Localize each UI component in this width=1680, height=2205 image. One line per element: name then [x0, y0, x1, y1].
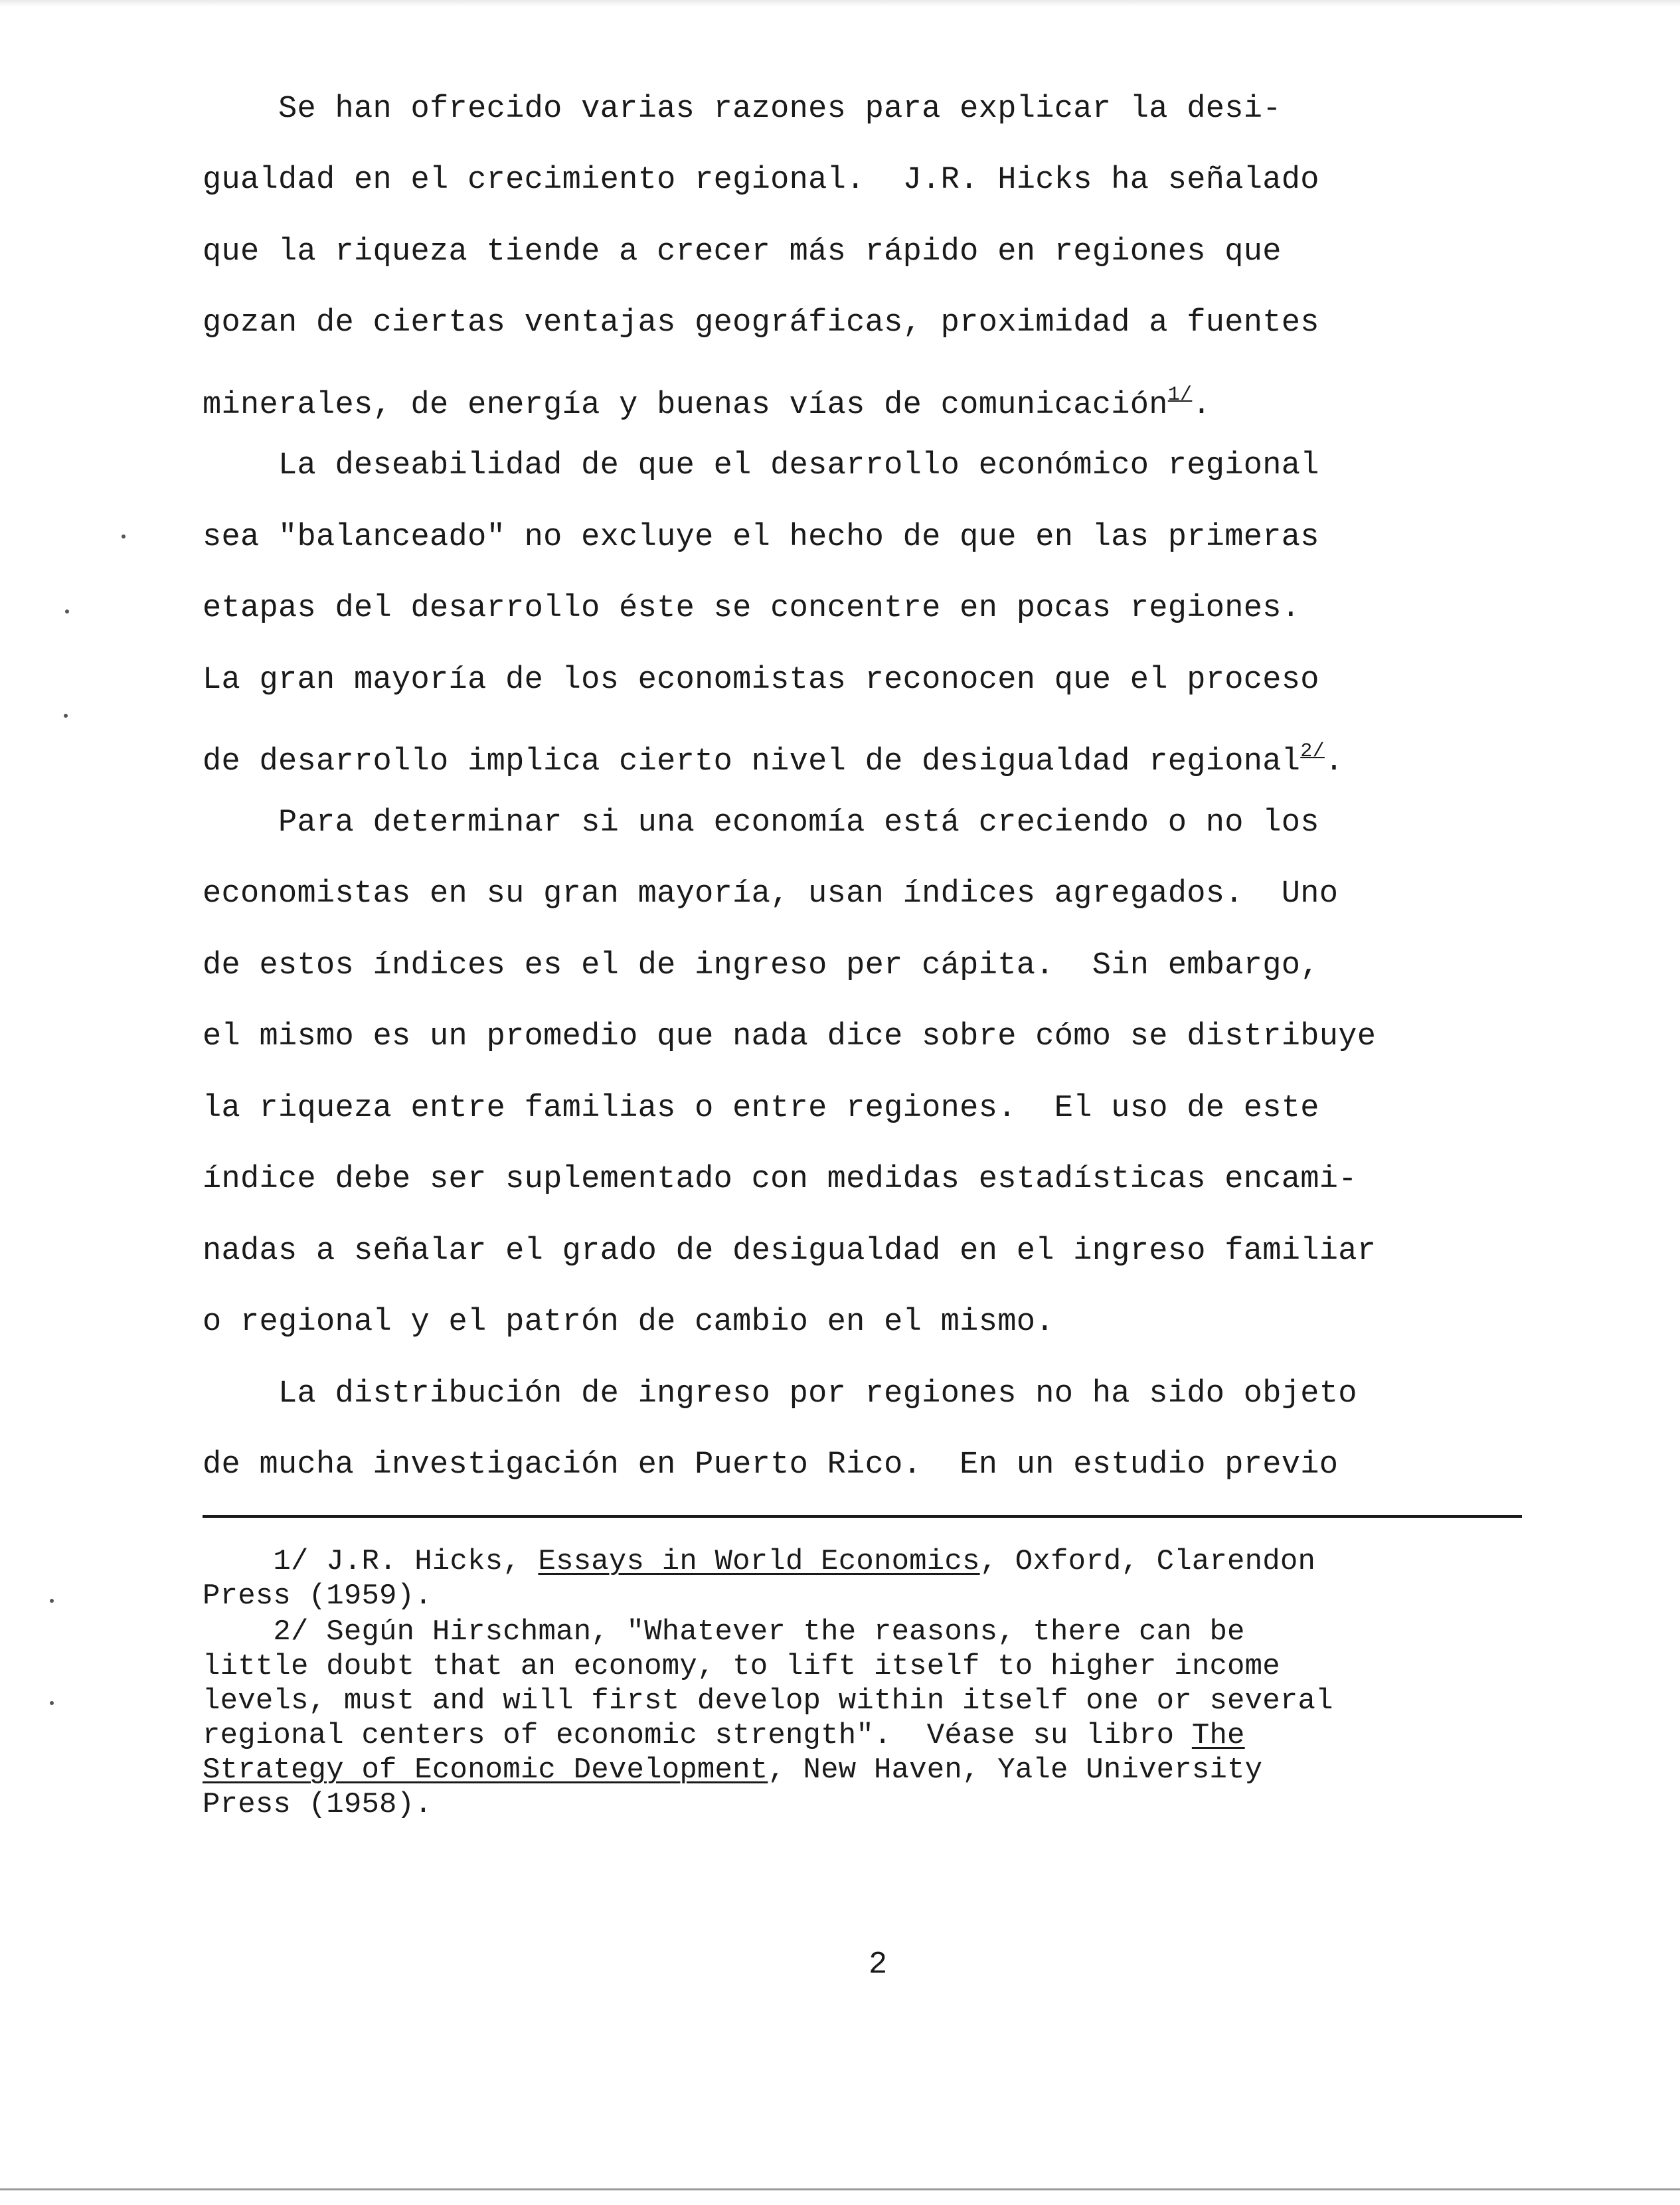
footnote-book-title: Essays in World Economics: [538, 1545, 980, 1578]
body-line: economistas en su gran mayoría, usan índices agregados. Uno: [203, 876, 1339, 912]
body-line: etapas del desarrollo éste se concentre en pocas regiones.: [203, 591, 1301, 626]
body-line: [203, 375, 1211, 426]
footnote-reference-2: 2/: [1300, 740, 1325, 763]
body-line: índice debe ser suplementado con medidas estadísticas encami-: [203, 1162, 1357, 1197]
body-text: .: [1192, 388, 1211, 423]
footnote-text: , Oxford, Clarendon: [979, 1545, 1316, 1578]
footnote-1-line: Press (1959).: [203, 1580, 432, 1613]
footnote-2-line: [203, 1718, 1245, 1753]
body-line: nadas a señalar el grado de desigualdad en el ingreso familiar: [203, 1234, 1377, 1269]
footnote-book-title: The: [1191, 1719, 1245, 1752]
body-text: .: [1324, 744, 1344, 779]
footnote-book-title: Strategy of Economic Development: [203, 1754, 768, 1787]
footnote-separator: [203, 1515, 1522, 1518]
body-line: de mucha investigación en Puerto Rico. En un estudio previo: [203, 1447, 1339, 1483]
body-line: el mismo es un promedio que nada dice sobre cómo se distribuye: [203, 1019, 1377, 1054]
body-line: gualdad en el crecimiento regional. J.R. Hicks ha señalado: [203, 163, 1319, 198]
footnote-text: regional centers of economic strength". Véase su libro: [203, 1719, 1192, 1752]
footnote-2-line: levels, must and will first develop within itself one or several: [203, 1684, 1333, 1718]
body-line: La deseabilidad de que el desarrollo económico regional: [203, 448, 1319, 483]
body-line: La distribución de ingreso por regiones no ha sido objeto: [203, 1376, 1357, 1412]
footnote-2-line: Press (1958).: [203, 1788, 432, 1821]
body-line: la riqueza entre familias o entre regiones. El uso de este: [203, 1091, 1319, 1126]
body-line: La gran mayoría de los economistas reconocen que el proceso: [203, 663, 1319, 698]
footnote-text: 1/ J.R. Hicks,: [203, 1545, 539, 1578]
footnote-2-line: little doubt that an economy, to lift itself to higher income: [203, 1650, 1280, 1683]
footnote-text: , New Haven, Yale University: [768, 1754, 1263, 1787]
body-line: de estos índices es el de ingreso per cápita. Sin embargo,: [203, 948, 1319, 983]
body-text: de desarrollo implica cierto nivel de desigualdad regional: [203, 744, 1301, 779]
body-line: sea "balanceado" no excluye el hecho de que en las primeras: [203, 520, 1319, 555]
body-line: Se han ofrecido varias razones para explicar la desi-: [203, 92, 1282, 127]
body-text: minerales, de energía y buenas vías de comunicación: [203, 388, 1168, 423]
scan-speck: [50, 1701, 54, 1705]
page-number: 2: [869, 1947, 888, 1983]
footnote-2-line: 2/ Según Hirschman, "Whatever the reasons, there can be: [203, 1615, 1245, 1649]
body-line: que la riqueza tiende a crecer más rápido en regiones que: [203, 234, 1282, 270]
scan-top-edge: [0, 0, 1680, 7]
scan-bottom-edge: [0, 2188, 1680, 2190]
scan-speck: [65, 610, 69, 613]
footnote-1-line: [203, 1544, 1315, 1579]
body-line: [203, 732, 1343, 782]
scan-speck: [64, 714, 68, 718]
footnote-2-line: [203, 1753, 1262, 1787]
body-line: Para determinar si una economía está creciendo o no los: [203, 805, 1319, 841]
body-line: gozan de ciertas ventajas geográficas, proximidad a fuentes: [203, 305, 1319, 341]
footnote-reference-1: 1/: [1167, 384, 1193, 406]
scan-speck: [122, 534, 126, 538]
body-line: o regional y el patrón de cambio en el mismo.: [203, 1305, 1054, 1340]
scan-speck: [50, 1599, 54, 1603]
